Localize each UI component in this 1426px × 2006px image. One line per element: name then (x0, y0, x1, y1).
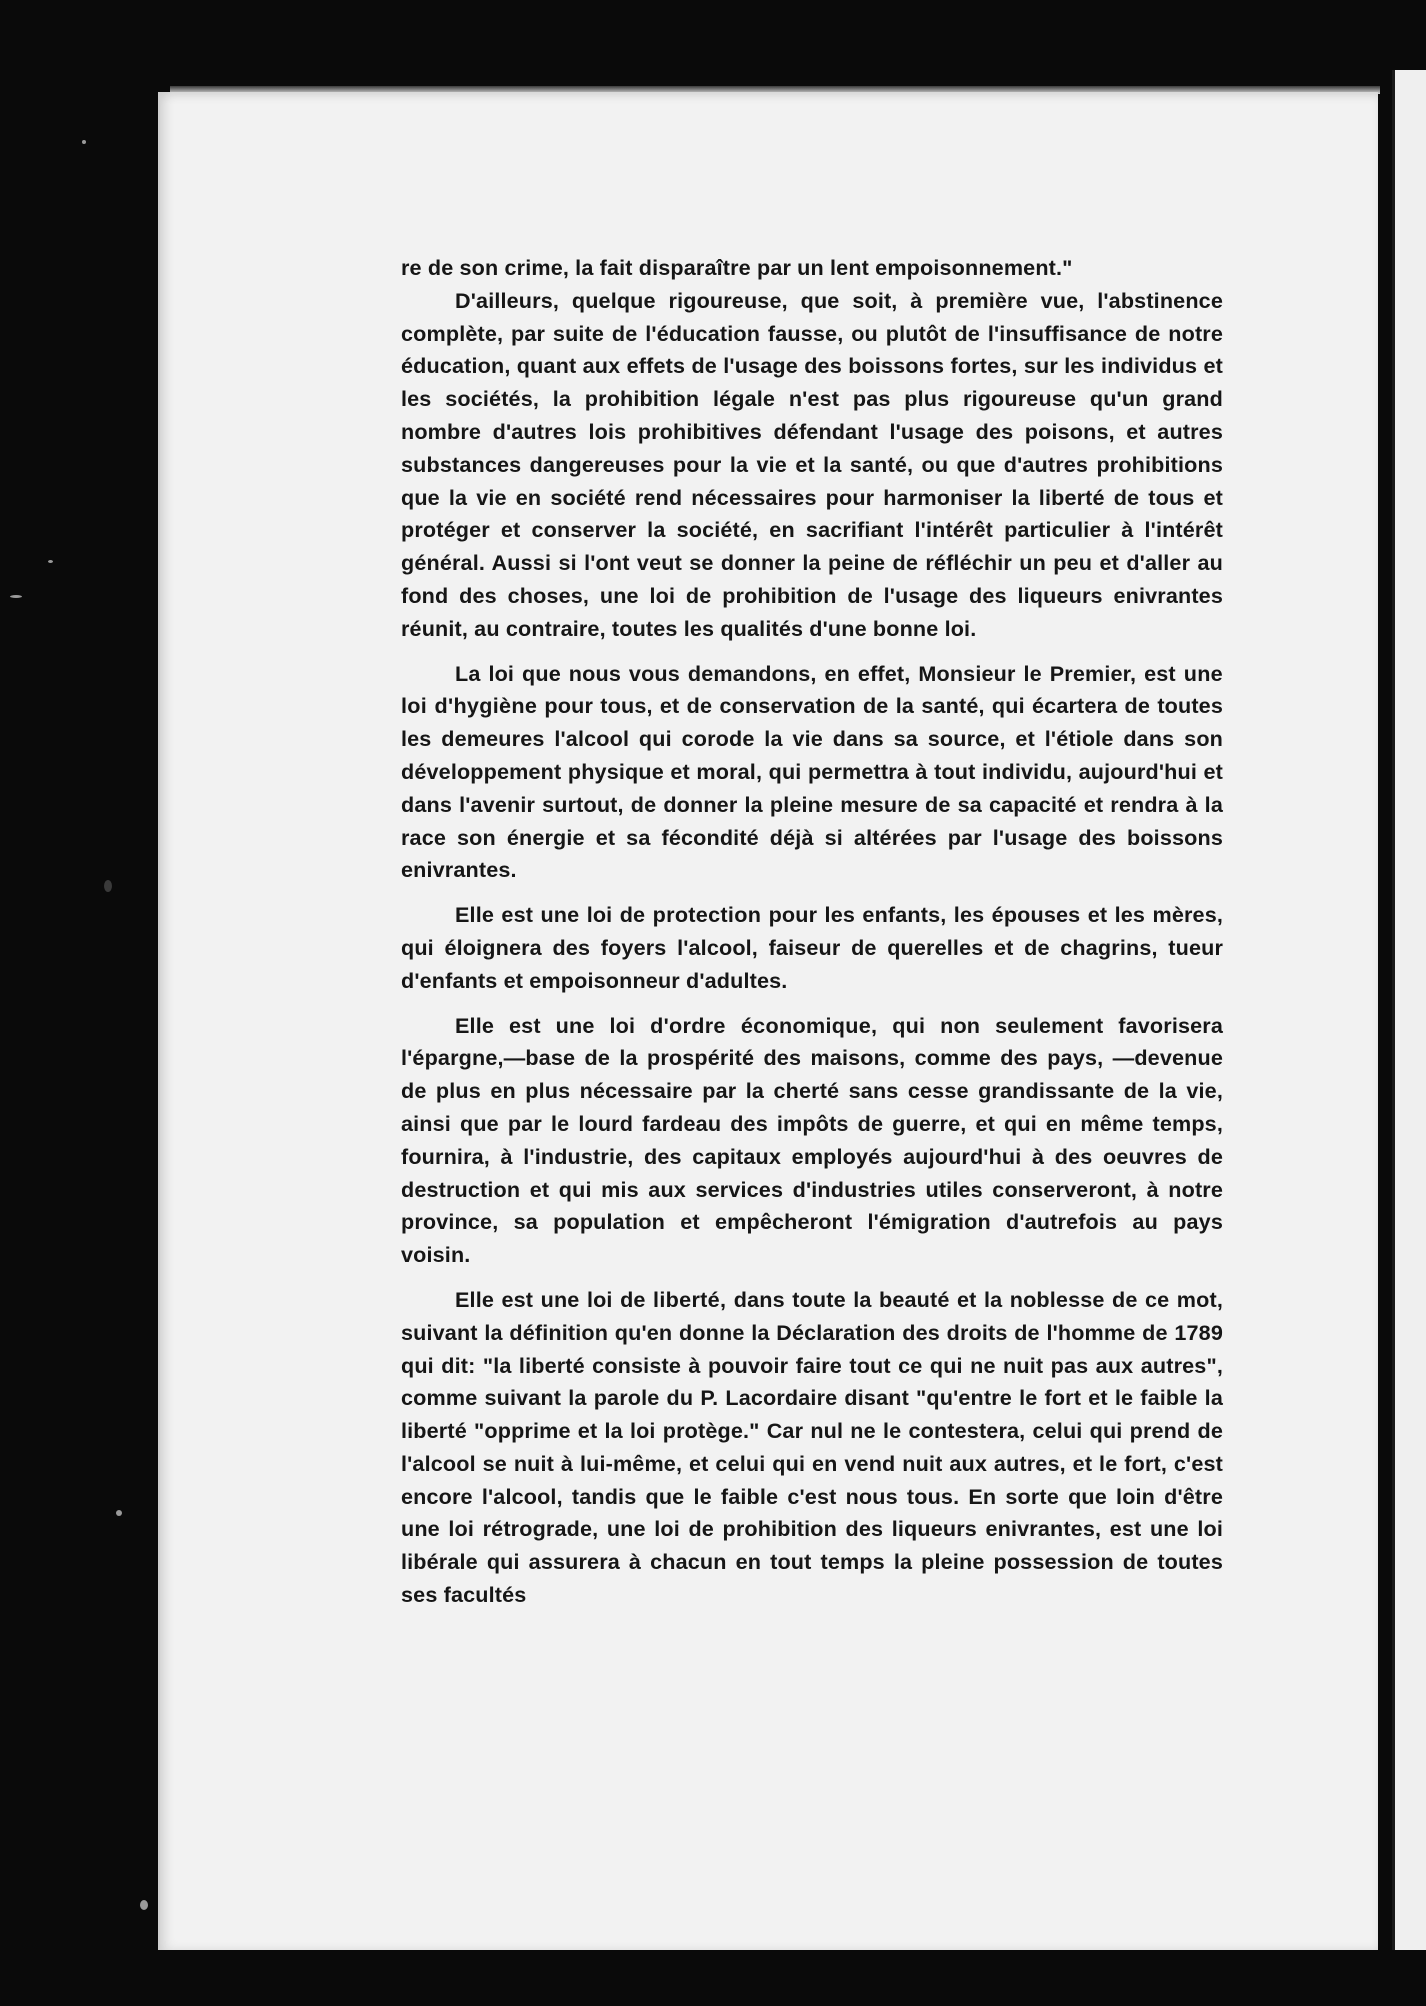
scan-speck (116, 1510, 122, 1516)
paragraph-1 (401, 285, 1223, 646)
emphasized-term: d'ordre économique, (650, 1012, 878, 1038)
scan-speck (48, 560, 53, 563)
paragraph-text: Elle est une loi de (455, 902, 653, 928)
paragraph-text: D'ailleurs, quelque rigoureuse, que soit, à première vue, l'abstinence complète, par suite de l'éducation fausse, ou plutôt de l'insuffisance de notre éducation, quant aux effets de l'usage des boissons fortes, sur les individus et les sociétés, la prohibition légale n'est pas plus rigoureuse qu'un grand nombre d'autres lois prohibitives défendant l'usage des poisons, et autres substances dangereuses pour la vie et la santé, ou que d'autres prohibitions que la vie en société rend nécessaires pour harmoniser la liberté de tous et protéger et conserver la société, en sacrifiant l'intérêt particulier à l'intérêt général. Aussi si l'ont veut se donner la peine de réfléchir un peu et d'aller au fond des choses, une loi de prohibition de l'usage des liqueurs enivrantes réunit, au contraire, toutes les qualités d'une bonne loi. (401, 287, 1223, 641)
paragraph-5 (401, 1284, 1223, 1612)
emphasized-term: protection (652, 902, 762, 928)
paragraph-4 (401, 1010, 1223, 1272)
adjacent-page-edge (1392, 70, 1426, 1950)
paragraph-text: re de son crime, la fait disparaître par un lent empoisonnement." (401, 255, 1073, 280)
paragraph-2 (401, 658, 1223, 888)
paragraph-text: pour tous, et de conservation de la santé, qui écartera de toutes les demeures l'alcool qui corode la vie dans sa source, et l'étiole dans son développement physique et moral, qui permettra à tout individu, aujourd'hui et dans l'avenir surtout, de donner la pleine mesure de sa capacité et rendra à la race son énergie et sa fécondité déjà si altérées par l'usage des boissons enivrantes. (401, 693, 1224, 883)
paragraph-0 (401, 252, 1223, 285)
emphasized-term: liberté, (653, 1286, 727, 1312)
scan-speck (10, 595, 22, 598)
scan-speck (140, 1900, 148, 1910)
paragraph-text: qui non seulement favorisera l'épargne,—base de la prospérité des maisons, comme des pays, —devenue de plus en plus nécessaire par la cherté sans cesse grandissante de la vie, ainsi que par le lourd fardeau des impôts de guerre, et qui en même temps, fournira, à l'industrie, des capitaux employés aujourd'hui à des oeuvres de destruction et qui mis aux services d'industries utiles conserveront, à notre province, sa population et empêcheront l'émigration d'autrefois au pays voisin. (401, 1012, 1224, 1268)
paragraph-text: Elle est une loi de (455, 1286, 654, 1312)
paragraph-text: dans toute la beauté et la noblesse de ce mot, suivant la définition qu'en donne la Déclaration des droits de l'homme de 1789 qui dit: "la liberté consiste à pouvoir faire tout ce qui ne nuit pas aux autres", comme suivant la parole du P. Lacordaire disant "qu'entre le fort et le faible la liberté "opprime et la loi protège." Car nul ne le contestera, celui qui prend de l'alcool se nuit à lui-même, et celui qui en vend nuit aux autres, et le fort, c'est encore l'alcool, tandis que le faible c'est nous tous. En sorte que loin d'être une loi rétrograde, une loi de prohibition des liqueurs enivrantes, est une loi libérale qui assurera à chacun en tout temps la pleine possession de toutes ses facultés (401, 1286, 1223, 1608)
scan-speck (82, 140, 86, 144)
paragraph-3 (401, 899, 1223, 997)
emphasized-term: une loi d'hygiène (401, 660, 1223, 719)
body-text (401, 252, 1223, 1612)
paragraph-text: Elle est une loi (455, 1012, 651, 1038)
scan-speck (104, 880, 112, 892)
paragraph-text: pour les enfants, les épouses et les mères, qui éloignera des foyers l'alcool, faiseur de querelles et de chagrins, tueur d'enfants et empoisonneur d'adultes. (401, 902, 1224, 993)
paragraph-text: La loi que nous vous demandons, en effet, Monsieur le Premier, est (455, 660, 1184, 686)
